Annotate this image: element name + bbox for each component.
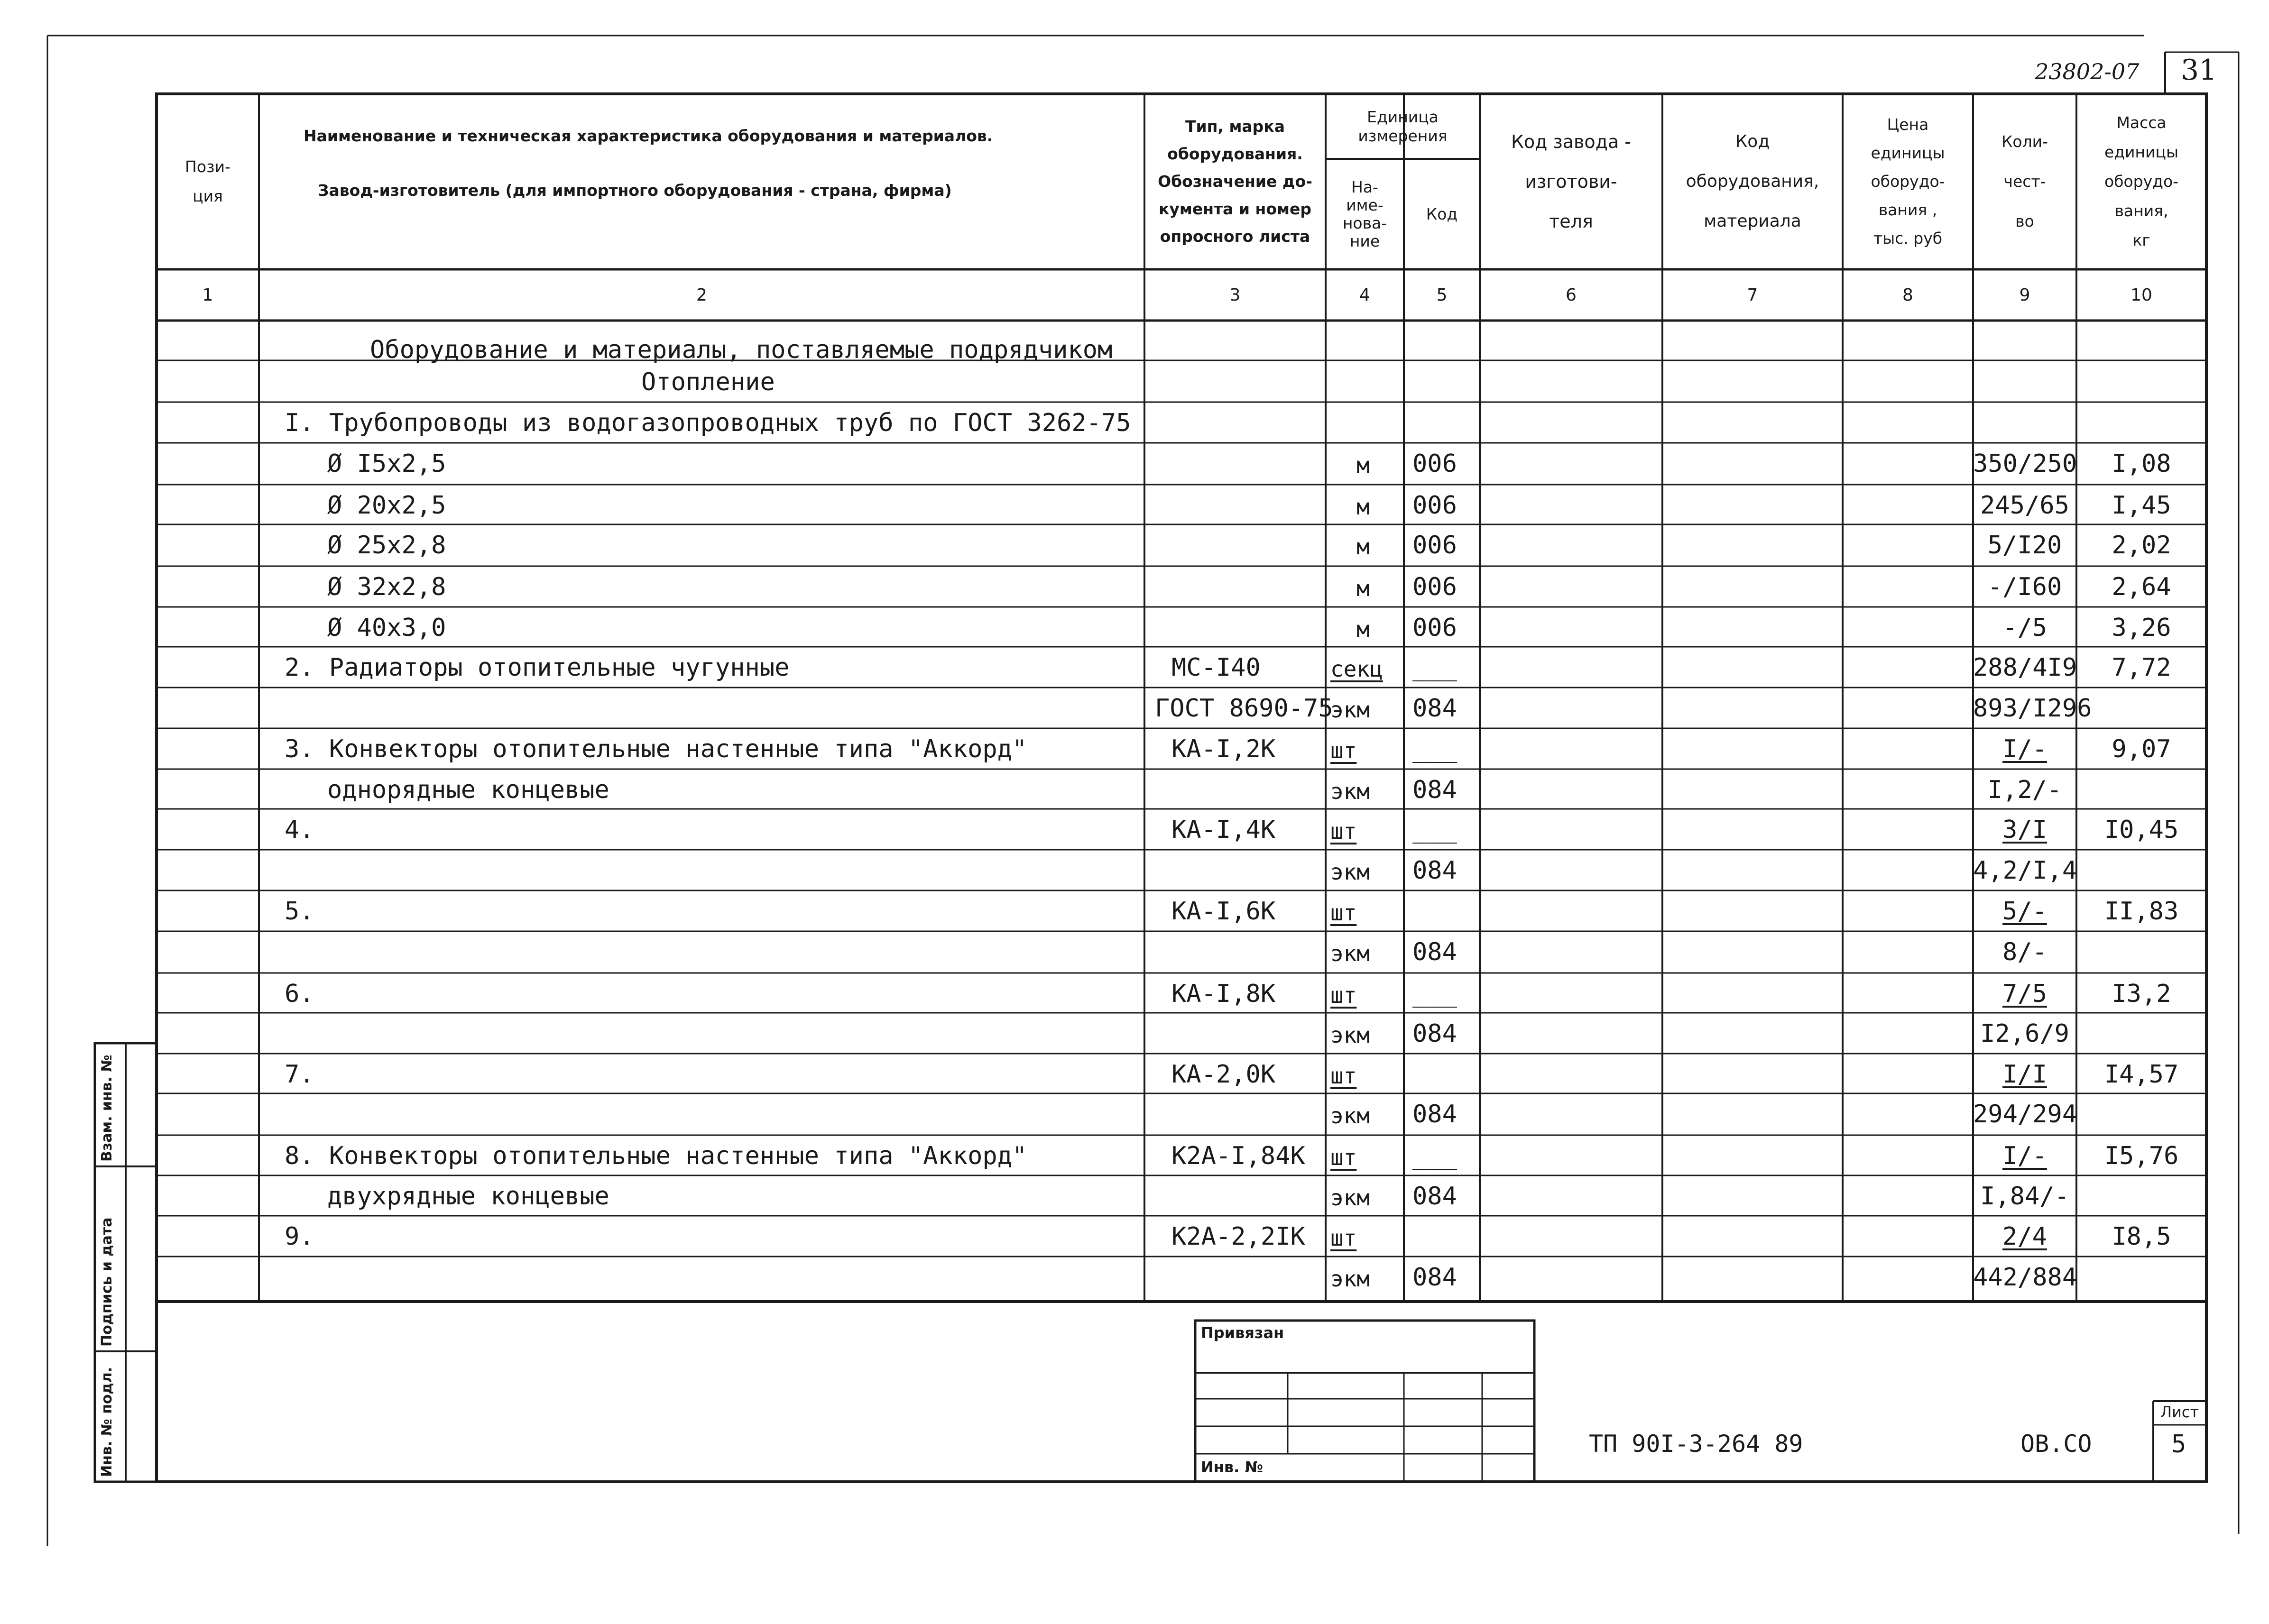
column-number: 6 (1566, 285, 1577, 305)
row-unit-code: ___ (1412, 1142, 1457, 1170)
row-unit-code: 084 (1412, 856, 1457, 885)
header-price-text: Цена единицы оборудо- вания , тыс. руб (1871, 115, 1945, 248)
row-quantity: -/5 (2002, 614, 2047, 642)
row-unit: экм (1330, 1185, 1370, 1211)
row-name: 6. (285, 980, 314, 1008)
column-number: 7 (1747, 285, 1758, 305)
column-number: 10 (2131, 285, 2152, 305)
row-unit-code: 084 (1412, 694, 1457, 723)
corner-sheet-number: 31 (2181, 54, 2217, 87)
row-unit: шт (1330, 1225, 1357, 1251)
column-number: 1 (202, 285, 213, 305)
sheet-code: 23802-07 (2035, 59, 2140, 84)
section-title: Оборудование и материалы, поставляемые подрядчиком (370, 336, 1113, 364)
row-name: 5. (285, 897, 314, 926)
header-unit (1326, 94, 1480, 159)
side-label-inv-replace: Взам. инв. № (99, 1055, 115, 1162)
column-number: 5 (1436, 285, 1448, 305)
row-unit: шт (1330, 900, 1357, 926)
row-mass: I4,57 (2104, 1060, 2179, 1089)
row-quantity: 893/I296 (1973, 694, 2092, 723)
column-number: 3 (1229, 285, 1241, 305)
header-quantity (1973, 94, 2076, 269)
row-unit-code: ___ (1412, 653, 1457, 682)
row-unit: экм (1330, 1266, 1370, 1292)
row-mass: I8,5 (2112, 1222, 2171, 1251)
row-type: КА-I,4К (1171, 816, 1276, 844)
row-unit-code: 006 (1412, 491, 1457, 520)
row-mass: I,08 (2112, 450, 2171, 478)
row-unit-code: 006 (1412, 531, 1457, 560)
header-factory-code-text: Код завода - изготови- теля (1511, 131, 1632, 232)
side-label-inv-orig: Инв. № подл. (99, 1367, 115, 1477)
header-unit-name-text: На- име- нова- ние (1342, 177, 1387, 250)
header-type-text: Тип, марка оборудования. Обозначение до- кумента и номер опросного листа (1158, 117, 1312, 246)
row-quantity: 2/4 (2002, 1222, 2047, 1251)
header-unit-code-text: Код (1426, 204, 1458, 223)
row-unit-code: 006 (1412, 573, 1457, 601)
document-code: ТП 90I-3-264 89 (1589, 1430, 1803, 1458)
row-mass: 2,64 (2112, 573, 2171, 601)
row-type: КА-I,6К (1171, 897, 1276, 926)
row-quantity: I/- (2002, 1142, 2047, 1170)
row-type: МС-I40 (1171, 653, 1261, 682)
header-name-line1: Наименование и техническая характеристика оборудования и материалов. (304, 127, 993, 145)
row-type: КА-2,0К (1171, 1060, 1276, 1089)
row-unit-code: 084 (1412, 1182, 1457, 1211)
row-unit-code: 084 (1412, 938, 1457, 966)
row-quantity: I,2/- (1987, 776, 2062, 804)
row-name: I. Трубопроводы из водогазопроводных труб по ГОСТ 3262-75 (285, 409, 1131, 437)
row-unit: м (1356, 494, 1370, 520)
row-quantity: 245/65 (1980, 491, 2069, 520)
row-quantity: 294/294 (1973, 1100, 2077, 1129)
row-type: КА-I,2К (1171, 735, 1276, 763)
row-name: Ø 20x2,5 (327, 491, 446, 520)
row-unit: экм (1330, 859, 1370, 885)
row-unit-code: ___ (1412, 735, 1457, 763)
row-unit-code: 084 (1412, 1100, 1457, 1129)
row-quantity: 5/- (2002, 897, 2047, 926)
subsection-title: Отопление (641, 368, 775, 396)
row-quantity: I/I (2002, 1060, 2047, 1089)
row-mass: 2,02 (2112, 531, 2171, 560)
header-equipment-code (1662, 94, 1843, 269)
row-unit: м (1356, 534, 1370, 560)
header-quantity-text: Коли- чест- во (2001, 132, 2048, 230)
row-name: Ø I5x2,5 (327, 450, 446, 478)
row-quantity: 288/4I9 (1973, 653, 2077, 682)
row-mass: II,83 (2104, 897, 2179, 926)
row-quantity: 3/I (2002, 816, 2047, 844)
row-unit-code: 084 (1412, 776, 1457, 804)
row-mass: 9,07 (2112, 735, 2171, 763)
header-price (1843, 94, 1973, 269)
row-name: 2. Радиаторы отопительные чугунные (285, 653, 790, 682)
row-name: 3. Конвекторы отопительные настенные типа "Аккорд" (285, 735, 1027, 763)
row-quantity: I2,6/9 (1980, 1019, 2069, 1048)
row-unit: шт (1330, 1145, 1357, 1170)
row-quantity: 350/250 (1973, 450, 2077, 478)
header-factory-code (1480, 94, 1662, 269)
row-mass: I3,2 (2112, 980, 2171, 1008)
row-mass: I5,76 (2104, 1142, 2179, 1170)
row-name: Ø 40x3,0 (327, 614, 446, 642)
row-unit-code: 006 (1412, 614, 1457, 642)
document-mark: ОВ.СО (2020, 1430, 2092, 1458)
row-unit: экм (1330, 779, 1370, 804)
row-unit: шт (1330, 1063, 1357, 1089)
header-name-line2: Завод-изготовитель (для импортного оборудования - страна, фирма) (318, 181, 952, 200)
row-unit: шт (1330, 982, 1357, 1008)
row-quantity: 8/- (2002, 938, 2047, 966)
column-number: 9 (2019, 285, 2030, 305)
header-unit-name (1326, 159, 1404, 269)
header-mass (2076, 94, 2206, 269)
header-equipment-code-text: Код оборудования, материала (1686, 132, 1819, 231)
row-quantity: 7/5 (2002, 980, 2047, 1008)
sheet-number: 5 (2171, 1430, 2186, 1459)
row-unit: экм (1330, 1022, 1370, 1048)
row-quantity: 5/I20 (1987, 531, 2062, 560)
row-unit-code: 006 (1412, 450, 1457, 478)
row-unit-code: ___ (1412, 980, 1457, 1008)
side-label-sign-date: Подпись и дата (99, 1217, 115, 1347)
row-quantity: 4,2/I,4 (1973, 856, 2077, 885)
row-mass: I0,45 (2104, 816, 2179, 844)
header-position (157, 94, 259, 269)
row-name: 8. Конвекторы отопительные настенные типа "Аккорд" (285, 1142, 1027, 1170)
row-unit: шт (1330, 738, 1357, 763)
header-position-text: Пози- ция (185, 157, 231, 205)
row-unit: экм (1330, 941, 1370, 966)
row-quantity: I,84/- (1980, 1182, 2069, 1211)
stamp-bound-label: Привязан (1201, 1324, 1284, 1342)
header-unit-code (1404, 159, 1480, 269)
row-name: двухрядные концевые (327, 1182, 609, 1211)
row-type: ГОСТ 8690-75 (1155, 694, 1333, 723)
row-unit: секц (1330, 656, 1383, 682)
row-type: К2А-2,2IК (1171, 1222, 1305, 1251)
header-unit-text: Единица измерения (1358, 107, 1448, 145)
row-type: К2А-I,84К (1171, 1142, 1305, 1170)
row-mass: 7,72 (2112, 653, 2171, 682)
header-type (1144, 94, 1326, 269)
stamp-inv-label: Инв. № (1201, 1458, 1263, 1476)
row-unit: м (1356, 452, 1370, 478)
row-unit: экм (1330, 1103, 1370, 1129)
row-unit-code: ___ (1412, 816, 1457, 844)
row-quantity: I/- (2002, 735, 2047, 763)
row-unit-code: 084 (1412, 1263, 1457, 1292)
row-mass: 3,26 (2112, 614, 2171, 642)
row-quantity: -/I60 (1987, 573, 2062, 601)
row-name: Ø 25x2,8 (327, 531, 446, 560)
row-mass: I,45 (2112, 491, 2171, 520)
row-unit: м (1356, 616, 1370, 642)
row-name: однорядные концевые (327, 776, 609, 804)
sheet-label: Лист (2160, 1403, 2199, 1421)
row-unit: шт (1330, 818, 1357, 844)
stamp-block (1195, 1321, 1534, 1482)
row-unit-code: 084 (1412, 1019, 1457, 1048)
row-name: 9. (285, 1222, 314, 1251)
row-unit: м (1356, 576, 1370, 601)
row-name: Ø 32x2,8 (327, 573, 446, 601)
column-number: 2 (696, 285, 707, 305)
row-name: 4. (285, 816, 314, 844)
column-number: 8 (1902, 285, 1913, 305)
row-quantity: 442/884 (1973, 1263, 2077, 1292)
header-mass-text: Масса единицы оборудо- вания, кг (2104, 113, 2179, 249)
row-type: КА-I,8К (1171, 980, 1276, 1008)
row-name: 7. (285, 1060, 314, 1089)
row-unit: экм (1330, 697, 1370, 723)
column-number: 4 (1359, 285, 1370, 305)
